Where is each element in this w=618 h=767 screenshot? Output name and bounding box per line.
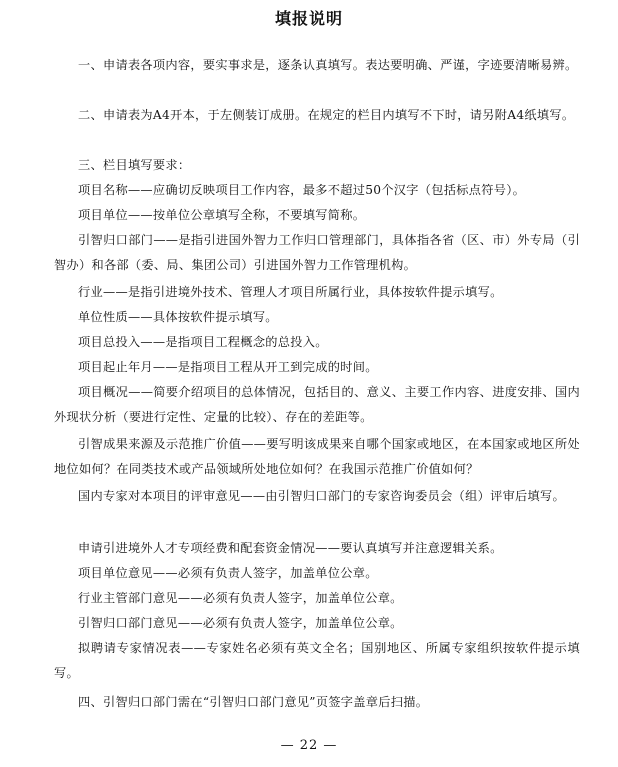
item-department-opinion: 引智归口部门意见——必须有负责人签字，加盖单位公章。 [78,616,403,630]
item-total-investment: 项目总投入——是指项目工程概念的总投入。 [78,335,328,349]
item-expert-table: 拟聘请专家情况表——专家姓名必须有英文全名；国别地区、所属专家组织按软件提示填写。 [54,641,580,680]
paragraph-3-heading: 三、栏目填写要求： [78,158,191,172]
item-unit-nature: 单位性质——具体按软件提示填写。 [78,310,278,324]
item-expert-review: 国内专家对本项目的评审意见——由引智归口部门的专家咨询委员会（组）评审后填写。 [78,489,566,503]
paragraph-4-scan: 四、引智归口部门需在“引智归口部门意见”页签字盖章后扫描。 [78,695,429,709]
item-achievement-value: 引智成果来源及示范推广价值——要写明该成果来自哪个国家或地区，在本国家或地区所处地位如何？在同类技术或产品领域所处地位如何？在我国示范推广价值如何？ [54,437,580,476]
page-title: 填报说明 [274,9,343,28]
item-project-overview: 项目概况——简要介绍项目的总体情况，包括目的、意义、主要工作内容、进度安排、国内外现状分析（要进行定性、定量的比较）、存在的差距等。 [54,385,580,424]
paragraph-1-accuracy: 一、申请表各项内容，要实事求是，逐条认真填写。表达要明确、严谨，字迹要清晰易辨。 [78,58,578,72]
paragraph-2-format: 二、申请表为A4开本，于左侧装订成册。在规定的栏目内填写不下时，请另附A4纸填写。 [78,108,575,122]
item-industry: 行业——是指引进境外技术、管理人才项目所属行业，具体按软件提示填写。 [78,285,503,299]
item-project-period: 项目起止年月——是指项目工程从开工到完成的时间。 [78,360,378,374]
item-department: 引智归口部门——是指引进国外智力工作归口管理部门，具体指各省（区、市）外专局（引智办）和各部（委、局、集团公司）引进国外智力工作管理机构。 [54,233,580,272]
item-project-name: 项目名称——应确切反映项目工作内容，最多不超过50个汉字（包括标点符号）。 [78,183,526,197]
item-funding: 申请引进境外人才专项经费和配套资金情况——要认真填写并注意逻辑关系。 [78,541,503,555]
page-number: — 22 — [280,738,338,753]
item-project-unit: 项目单位——按单位公章填写全称，不要填写简称。 [78,208,366,222]
item-unit-opinion: 项目单位意见——必须有负责人签字，加盖单位公章。 [78,566,378,580]
item-industry-opinion: 行业主管部门意见——必须有负责人签字，加盖单位公章。 [78,591,403,605]
